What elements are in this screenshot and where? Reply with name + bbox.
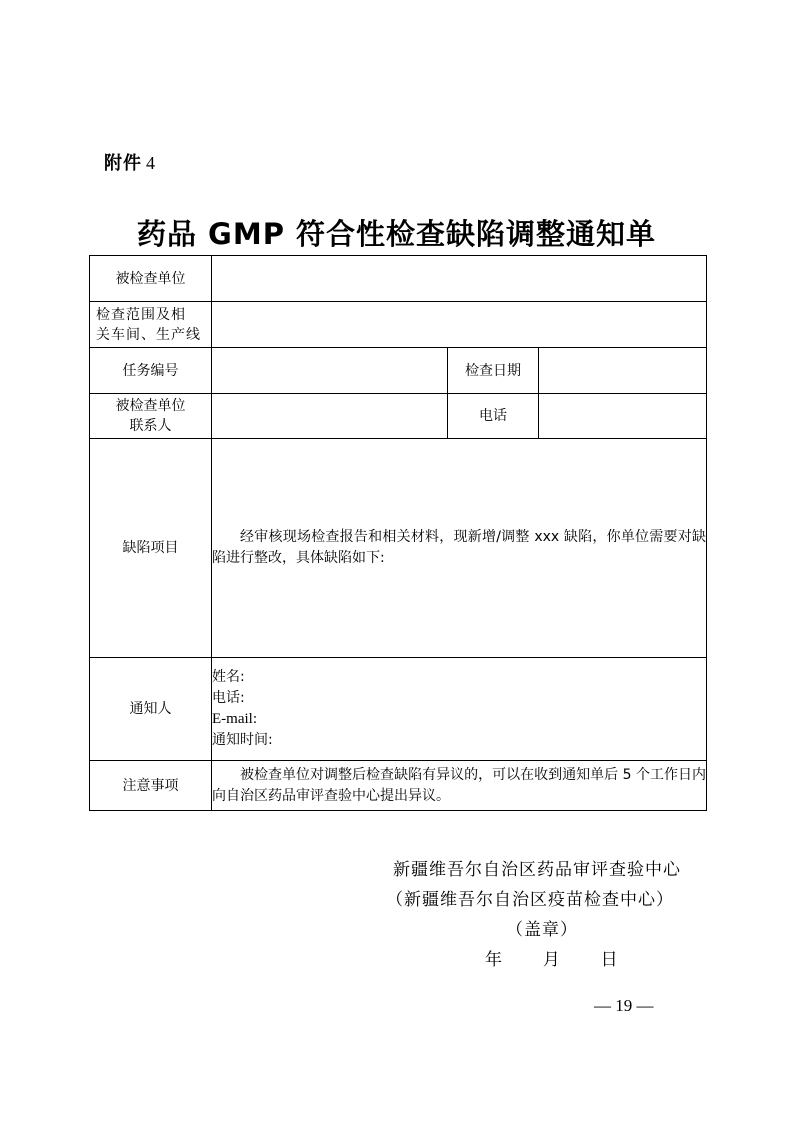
attachment-text: 附件	[104, 153, 142, 174]
notes-label: 注意事项	[90, 761, 212, 811]
row-contact	[90, 394, 707, 439]
notifier-phone: 电话:	[212, 690, 245, 706]
notifier-name: 姓名:	[212, 669, 245, 685]
defects-text: 经审核现场检查报告和相关材料，现新增/调整 xxx 缺陷，你单位需要对缺陷进行整改，具体缺陷如下:	[212, 529, 707, 566]
row-scope	[90, 302, 707, 348]
row-notes	[90, 761, 707, 811]
seal-label: （盖章）	[506, 920, 578, 940]
notifier-time: 通知时间:	[212, 732, 273, 748]
scope-label-line1: 检查范围及相	[96, 306, 186, 323]
row-notifier	[90, 658, 707, 761]
defects-content[interactable]	[212, 439, 707, 658]
page-number: — 19 —	[594, 996, 654, 1015]
row-inspected-unit	[90, 256, 707, 302]
scope-value[interactable]	[212, 302, 707, 348]
contact-label	[90, 394, 212, 439]
contact-label-line2: 联系人	[129, 418, 172, 434]
inspected-unit-label: 被检查单位	[90, 256, 212, 302]
inspection-date-value[interactable]	[539, 348, 707, 394]
task-number-value[interactable]	[212, 348, 448, 394]
contact-value[interactable]	[212, 394, 448, 439]
row-task-number	[90, 348, 707, 394]
defects-label: 缺陷项目	[90, 439, 212, 658]
issuer-org-line2: （新疆维吾尔自治区疫苗检查中心）	[386, 890, 674, 910]
document-title: 药品 GMP 符合性检查缺陷调整通知单	[136, 217, 657, 251]
date-month: 月	[542, 950, 560, 970]
contact-label-line1: 被检查单位	[115, 398, 186, 414]
attachment-number: 4	[146, 153, 156, 173]
row-defects	[90, 439, 707, 658]
notifier-label: 通知人	[90, 658, 212, 761]
attachment-label	[104, 149, 156, 175]
date-day: 日	[600, 950, 618, 970]
notifier-email: E-mail:	[212, 711, 257, 727]
phone-label: 电话	[448, 394, 539, 439]
task-number-label: 任务编号	[90, 348, 212, 394]
date-line	[485, 945, 793, 970]
issuer-org-line1: 新疆维吾尔自治区药品审评查验中心	[393, 860, 681, 880]
scope-label-line2: 关车间、生产线	[96, 326, 201, 343]
inspection-date-label: 检查日期	[448, 348, 539, 394]
notice-form-table	[89, 255, 707, 811]
notes-text: 被检查单位对调整后检查缺陷有异议的，可以在收到通知单后 5 个工作日内向自治区药品审评查验中心提出异议。	[212, 766, 707, 804]
inspected-unit-value[interactable]	[212, 256, 707, 302]
phone-value[interactable]	[539, 394, 707, 439]
date-year: 年	[485, 950, 502, 970]
notifier-content[interactable]	[212, 658, 707, 761]
notes-content	[212, 761, 707, 811]
scope-label	[90, 302, 212, 348]
